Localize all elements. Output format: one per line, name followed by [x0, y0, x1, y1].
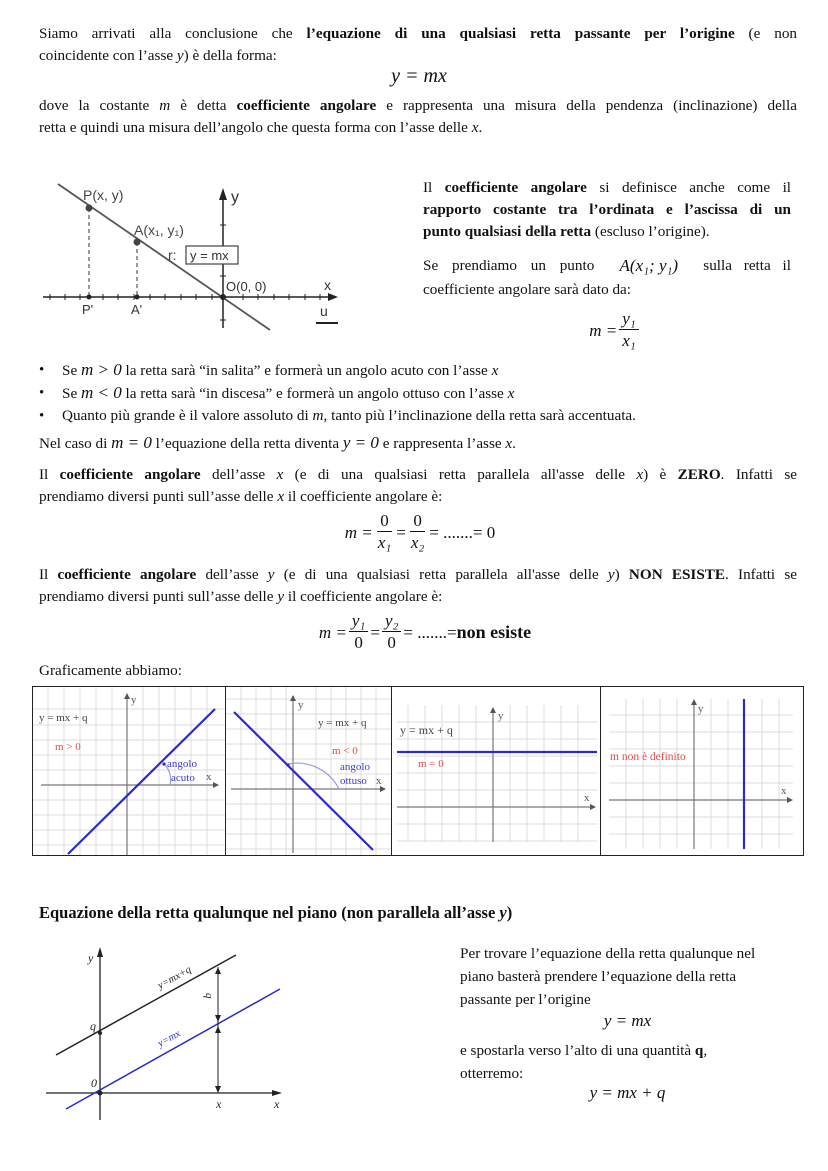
point-p-label: P(x, y) [83, 187, 124, 203]
math-var: x [277, 488, 285, 505]
list-item [37, 359, 797, 382]
math-var: x [507, 385, 515, 402]
text: prendiamo diversi punti sull’asse delle [39, 588, 278, 605]
point-a-label: A(x₁, y₁) [134, 222, 184, 238]
list-item [37, 405, 797, 427]
math-var: x [636, 466, 644, 483]
text: Siamo arrivati alla conclusione che [39, 25, 307, 42]
formula-lhs: m = [589, 320, 618, 340]
intro-paragraph-line1 [39, 23, 797, 45]
text-line: piano basterà prendere l’equazione della retta [460, 968, 737, 985]
angle-label-2: ottuso [340, 775, 367, 787]
axis-x-label: x [274, 1097, 280, 1111]
condition-label: m non è definito [610, 751, 686, 763]
axis-x-label: x [376, 775, 382, 787]
text: . Infatti se [725, 566, 797, 583]
graphically-label: Graficamente abbiamo: [39, 662, 182, 679]
numerator: y₁ [349, 611, 368, 632]
equation-y-mx-q: y = mx + q [589, 1083, 666, 1102]
math-inline: m = 0 [111, 433, 152, 452]
y-axis-paragraph-line2 [39, 586, 797, 608]
definition-line1 [423, 177, 791, 199]
unit-label: u [320, 303, 328, 319]
formula-y-axis-slope: m = $\frac{\text{y₁}}{0}$ = $\frac{\text{y₂}}{0}$ = .......= non esiste [318, 611, 532, 652]
text: (e di una qualsiasi retta parallela all'asse delle [283, 466, 637, 483]
graph-panel-negative-slope [226, 687, 392, 855]
formula-tail: = .......= 0 [429, 522, 496, 542]
text: Equazione della retta qualunque nel piano (non parallela all’asse [39, 903, 500, 922]
axis-y-label: y [498, 710, 504, 722]
math-var: x [276, 466, 284, 483]
text: . Infatti se [720, 466, 797, 483]
text: dove la costante [39, 97, 160, 114]
equation-y-mx: y = mx [391, 65, 447, 87]
numerator: 0 [410, 511, 425, 532]
emphasis-text: rapporto costante tra l’ordinata e l’ascissa di un [423, 201, 791, 218]
text: Se [62, 385, 81, 402]
math-var: y [499, 903, 507, 922]
emphasis-text: ZERO [677, 466, 721, 483]
graph-panel-positive-slope [33, 687, 226, 855]
text: e rappresenta l’asse [378, 435, 506, 452]
math-inline: y = 0 [342, 433, 379, 452]
text: è detta [170, 97, 237, 114]
angle-label-2: acuto [171, 772, 195, 784]
text: ) [614, 566, 629, 583]
formula-result: non esiste [456, 622, 532, 642]
text: coincidente con l’asse [39, 47, 177, 64]
emphasis-text: NON ESISTE [628, 566, 726, 583]
text: la retta sarà “in discesa” e formerà un angolo ottuso con l’asse [121, 385, 508, 402]
text: il coefficiente angolare è: [284, 488, 443, 505]
text: Il [39, 466, 60, 483]
text: Se prendiamo un punto [423, 257, 595, 274]
text: Il [39, 566, 58, 583]
equation-y-mx-2: y = mx [603, 1011, 652, 1030]
emphasis-text: coefficiente angolare [59, 466, 201, 483]
text: (e di una qualsiasi retta parallela all'asse delle [274, 566, 608, 583]
text: si definisce anche come il [586, 179, 792, 196]
condition-label: m > 0 [55, 741, 81, 753]
fraction [349, 611, 368, 654]
angle-label-1: angolo [167, 758, 197, 770]
definition-line2 [423, 199, 791, 221]
text-line: otterremo: [460, 1065, 524, 1082]
definition-line3 [423, 221, 791, 243]
slope-graphs-table [32, 686, 804, 856]
axis-y-label: y [298, 699, 304, 711]
formula-m-y1-x1 [560, 309, 670, 352]
case-m-zero [39, 432, 797, 455]
text: retta e quindi una misura dell’angolo che questa forma con l’asse delle [39, 119, 472, 136]
axis-y-label: y [231, 189, 239, 206]
text: ) è [643, 466, 678, 483]
numerator: 0 [377, 511, 392, 532]
text: dell’asse [200, 466, 277, 483]
list-item [37, 382, 797, 405]
text: Quanto più grande è il valore assoluto di [62, 407, 313, 424]
math-var: x [491, 362, 499, 379]
text: e rappresenta una misura della pendenza (inclinazione) della [376, 97, 797, 114]
x-axis-paragraph-line1 [39, 464, 797, 486]
math-var: y [267, 566, 275, 583]
q-mark-label: q [90, 1019, 96, 1033]
text: Nel caso di [39, 435, 112, 452]
text: , [703, 1042, 708, 1059]
line-equation-box: y = mx [190, 248, 229, 263]
denominator: x₁ [377, 533, 392, 552]
math-var: x [505, 435, 513, 452]
axis-y-label: y [88, 951, 94, 965]
projection-p-label: P' [82, 302, 94, 317]
emphasis-text: l’equazione di una qualsiasi retta passante per l’origine [306, 25, 735, 42]
text: ) è della forma: [183, 47, 277, 64]
text: prendiamo diversi punti sull’asse delle [39, 488, 278, 505]
fraction [619, 309, 638, 352]
origin-label: O(0, 0) [226, 279, 267, 294]
denominator: x₁ [622, 331, 636, 350]
axis-x-label: x [781, 785, 787, 797]
projection-a-label: A' [131, 302, 143, 317]
text: il coefficiente angolare è: [284, 588, 443, 605]
text: Se [62, 362, 81, 379]
slope-bullet-list [37, 359, 797, 427]
origin-label: 0 [91, 1076, 97, 1090]
denominator: 0 [354, 633, 363, 652]
condition-label: m < 0 [332, 745, 358, 757]
section2-text [460, 942, 800, 1011]
formula-lhs: m = [344, 522, 373, 542]
equation-label: y = mx + q [318, 717, 367, 729]
axis-x-label: x [584, 792, 590, 804]
formula-x-axis-slope: m = $\frac{0}{\text{x₁}}$ = $\frac{0}{\text{x₂}}$ = .......= 0 [344, 511, 496, 552]
text-line [460, 1039, 800, 1062]
emphasis-text: coefficiente angolare [444, 179, 587, 196]
figure-line-shift-q [38, 945, 293, 1125]
definition-se-line2: coefficiente angolare sarà dato da: [423, 281, 632, 298]
axis-x-label: x [206, 771, 212, 783]
emphasis-text: coefficiente angolare [236, 97, 377, 114]
angle-label-1: angolo [340, 761, 370, 773]
section-title-general-line [39, 903, 512, 923]
text: dell’asse [196, 566, 268, 583]
definition-se-line [423, 255, 791, 277]
math-var: y [607, 566, 615, 583]
equation-label: y = mx + q [400, 723, 453, 737]
numerator: y₂ [382, 611, 401, 632]
axis-y-label: y [131, 694, 137, 706]
text: (e non [734, 25, 798, 42]
math-var: y [176, 47, 184, 64]
graph-panel-undefined-slope [601, 687, 802, 855]
text: . [478, 119, 483, 136]
emphasis-text: q [694, 1042, 704, 1059]
text-line: Per trovare l’equazione della retta qualunque nel [460, 945, 756, 962]
denominator: 0 [387, 633, 396, 652]
text-line: passante per l’origine [460, 991, 591, 1008]
text: l’equazione della retta diventa [151, 435, 343, 452]
shift-q-label: q [203, 993, 215, 999]
text: (escluso l’origine). [591, 223, 710, 240]
figure-line-through-origin [38, 178, 358, 333]
condition-label: m = 0 [418, 758, 444, 770]
text: ) [506, 903, 513, 922]
fraction [382, 611, 401, 654]
intro-paragraph2-line1 [39, 95, 797, 117]
fraction [408, 511, 427, 554]
formula-lhs: m = [318, 622, 347, 642]
text: . [512, 435, 516, 452]
formula-tail: = .......= [403, 622, 457, 642]
line-r-label: r: [168, 247, 177, 263]
text: , tanto più l’inclinazione della retta sarà accentuata. [323, 407, 636, 424]
x-mark-label: x [216, 1097, 222, 1111]
equation-label: y = mx + q [39, 712, 88, 724]
math-point: A(x₁; y₁) [619, 256, 679, 275]
math-var: m [312, 407, 324, 424]
fraction [375, 511, 394, 554]
intro-paragraph2-line2 [39, 117, 797, 139]
math-inline: m > 0 [80, 360, 122, 379]
denominator: x₂ [410, 533, 425, 552]
section2-text-2 [460, 1039, 800, 1085]
emphasis-text: coefficiente angolare [57, 566, 197, 583]
y-axis-paragraph-line1 [39, 564, 797, 586]
numerator: y₁ [619, 309, 638, 330]
graph-panel-zero-slope [392, 687, 601, 855]
text: e spostarla verso l’alto di una quantità [460, 1042, 695, 1059]
math-var: m [159, 97, 171, 114]
text: la retta sarà “in salita” e formerà un angolo acuto con l’asse [121, 362, 492, 379]
text: Il [423, 179, 445, 196]
line-bottom-label: y=mx [156, 1028, 183, 1050]
axis-x-label: x [324, 277, 331, 293]
math-var: y [277, 588, 285, 605]
axis-y-label: y [698, 703, 704, 715]
x-axis-paragraph-line2 [39, 486, 797, 508]
text: sulla retta il [703, 257, 791, 274]
emphasis-text: punto qualsiasi della retta [423, 223, 592, 240]
math-var: x [471, 119, 479, 136]
math-inline: m < 0 [80, 383, 122, 402]
line-top-label: y=mx+q [156, 964, 194, 992]
